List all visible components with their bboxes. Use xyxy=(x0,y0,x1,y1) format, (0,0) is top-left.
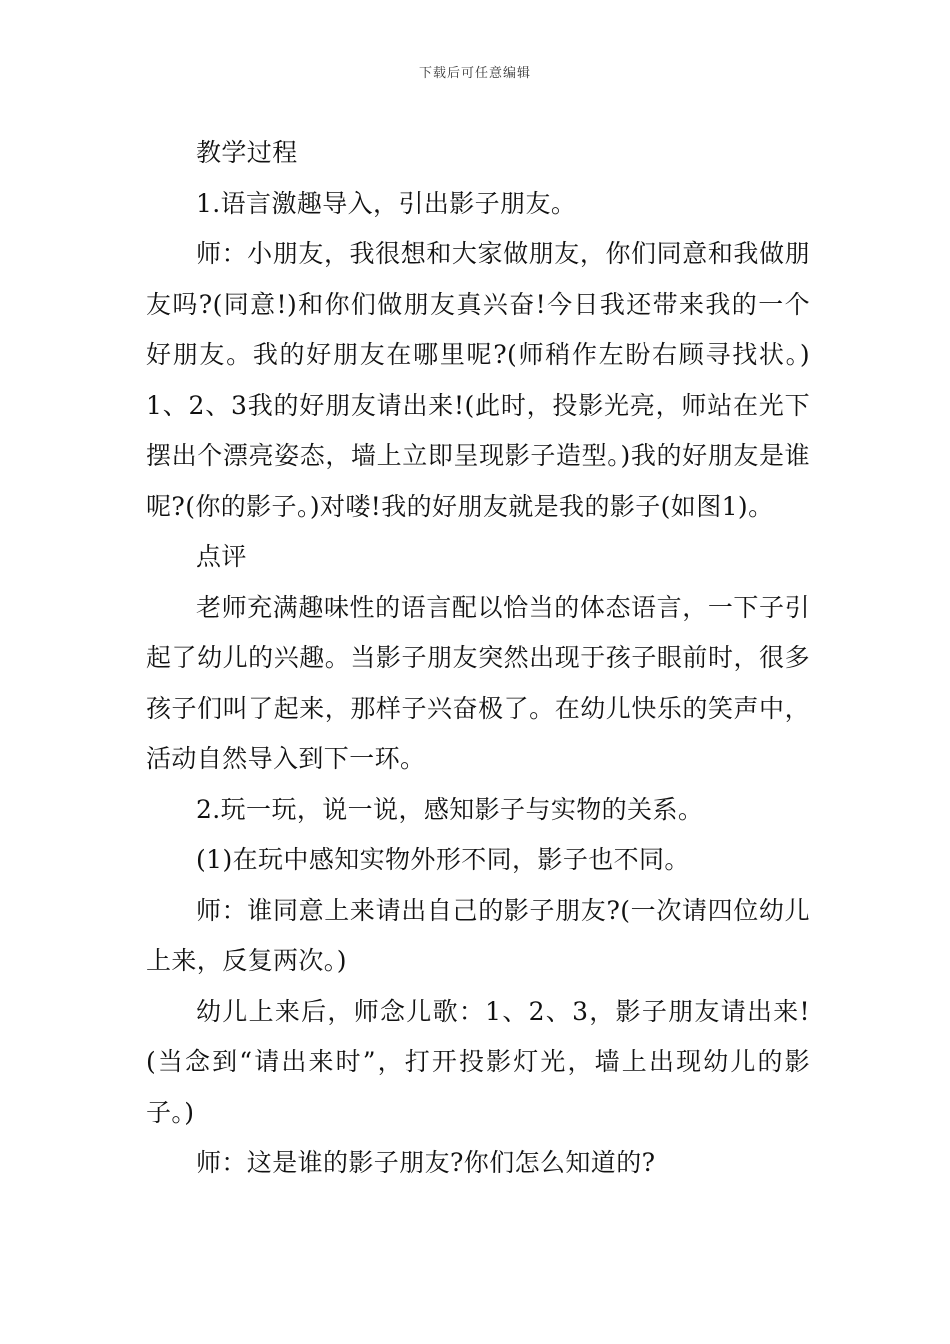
step-1-heading: 1.语言激趣导入，引出影子朋友。 xyxy=(196,188,577,218)
paragraph-comment: 老师充满趣味性的语言配以恰当的体态语言，一下子引起了幼儿的兴趣。当影子朋友突然出现于孩子眼前时，很多孩子们叫了起来，那样子兴奋极了。在幼儿快乐的笑声中，活动自然导入到下一环。 xyxy=(146,592,810,773)
substep-1-heading: (1)在玩中感知实物外形不同，影子也不同。 xyxy=(196,845,690,874)
page-header: 下载后可任意编辑 xyxy=(418,66,531,81)
section-heading-teaching-process: 教学过程 xyxy=(196,138,298,167)
comment-heading: 点评 xyxy=(196,542,247,571)
paragraph-teacher-ask-whose: 师：这是谁的影子朋友?你们怎么知道的? xyxy=(196,1148,656,1177)
paragraph-teacher-intro: 师：小朋友，我很想和大家做朋友，你们同意和我做朋友吗?(同意!)和你们做朋友真兴奋!今日我还带来我的一个好朋友。我的好朋友在哪里呢?(师稍作左盼右顾寻找状。)1、2、3我的好朋友请出来!(此时，投影光亮，师站在光下摆出个漂亮姿态，墙上立即呈现影子造型。)我的好朋友是谁呢?(你的影子。)对喽!我的好朋友就是我的影子(如图1)。 xyxy=(146,239,810,521)
step-2-heading: 2.玩一玩，说一说，感知影子与实物的关系。 xyxy=(196,794,704,824)
paragraph-children-rhyme: 幼儿上来后，师念儿歌：1、2、3，影子朋友请出来!(当念到“请出来时”，打开投影灯光，墙上出现幼儿的影子。) xyxy=(146,996,810,1127)
paragraph-teacher-question: 师：谁同意上来请出自己的影子朋友?(一次请四位幼儿上来，反复两次。) xyxy=(146,895,810,975)
document-body xyxy=(146,128,810,1189)
